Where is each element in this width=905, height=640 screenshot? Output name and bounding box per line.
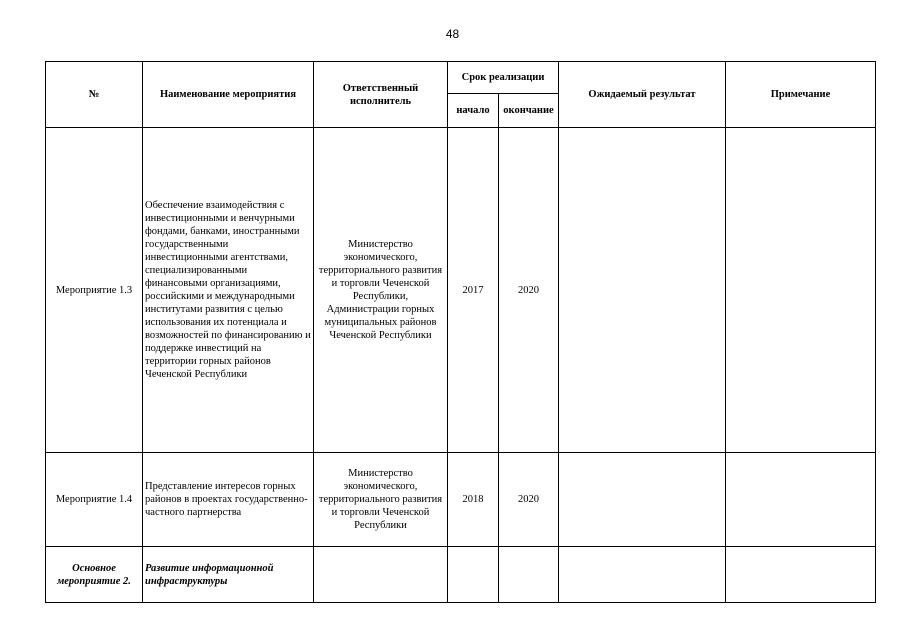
table-row: [46, 453, 876, 547]
header-name: Наименование мероприятия: [143, 62, 314, 128]
row-executor: Министерство экономического, территориального развития и торговли Чеченской Республики, Администрации горных муниципальных районов Чеченской Республики: [314, 128, 448, 453]
header-executor: Ответственный исполнитель: [314, 62, 448, 128]
page-number: 48: [445, 27, 460, 41]
header-num: №: [46, 62, 143, 128]
table-row: [46, 547, 876, 603]
row-name: Развитие информационной инфраструктуры: [143, 547, 314, 603]
row-end: 2020: [499, 453, 559, 547]
header-result: Ожидаемый результат: [559, 62, 726, 128]
row-start: 2017: [448, 128, 499, 453]
table-row: [46, 128, 876, 453]
header-start: начало: [448, 94, 499, 128]
row-executor: Министерство экономического, территориального развития и торговли Чеченской Республики: [314, 453, 448, 547]
row-num: Основное мероприятие 2.: [46, 547, 143, 603]
header-term: Срок реализации: [448, 62, 559, 94]
row-note: [726, 453, 876, 547]
row-result: [559, 547, 726, 603]
row-note: [726, 128, 876, 453]
header-row: [46, 62, 876, 94]
row-result: [559, 453, 726, 547]
row-num: Мероприятие 1.3: [46, 128, 143, 453]
header-end: окончание: [499, 94, 559, 128]
row-num: Мероприятие 1.4: [46, 453, 143, 547]
row-end: 2020: [499, 128, 559, 453]
row-name: Представление интересов горных районов в проектах государственно-частного партнерства: [143, 453, 314, 547]
row-end: [499, 547, 559, 603]
row-name: Обеспечение взаимодействия с инвестиционными и венчурными фондами, банками, иностранными государственными инвестиционными агентствами, специализированными финансовыми организациями, российскими и международными институтами развития с целью использования их потенциала и возможностей по финансированию и поддержке инвестиций на территории горных районов Чеченской Республики: [143, 128, 314, 453]
row-start: [448, 547, 499, 603]
activities-table: [45, 61, 876, 603]
row-start: 2018: [448, 453, 499, 547]
row-executor: [314, 547, 448, 603]
row-note: [726, 547, 876, 603]
header-note: Примечание: [726, 62, 876, 128]
row-result: [559, 128, 726, 453]
